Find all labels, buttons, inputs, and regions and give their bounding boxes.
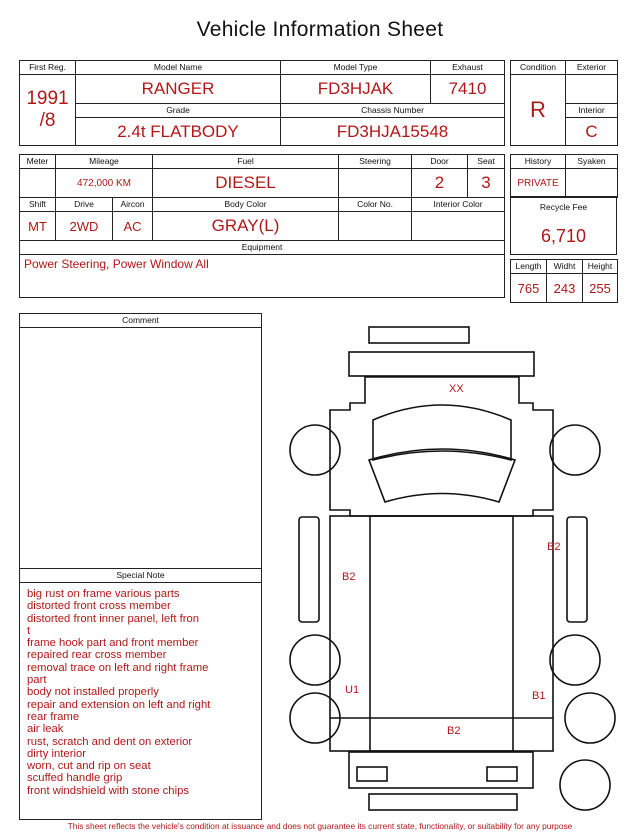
special-note-item: part (27, 674, 47, 687)
steering-value (339, 169, 412, 198)
front-bumper (349, 352, 534, 376)
special-note-item: rust, scratch and dent on exterior (27, 735, 193, 748)
door-label: Door (412, 155, 468, 169)
equipment-label: Equipment (20, 241, 505, 255)
rear-left-wheel-inner (290, 635, 340, 685)
grade-value: 2.4t FLATBODY (76, 118, 281, 146)
mileage-value: 472,000 KM (56, 169, 153, 198)
aircon-label: Aircon (113, 198, 153, 212)
length-label: Length (511, 260, 547, 274)
special-note-item: distorted front inner panel, left fron (27, 612, 200, 625)
special-note-item: removal trace on left and right frame (27, 661, 209, 674)
rear-right-spare (560, 760, 610, 810)
comment-box (19, 313, 262, 820)
right-mirror (567, 517, 587, 622)
special-note-item: frame hook part and front member (27, 637, 199, 650)
length-value: 765 (511, 274, 547, 303)
model-type-value: FD3HJAK (281, 75, 431, 104)
special-note-list (27, 588, 210, 797)
dimensions-table (510, 259, 618, 303)
mark-rear: B2 (447, 725, 461, 737)
interior-label: Interior (566, 104, 618, 118)
special-note-item: distorted front cross member (27, 600, 171, 613)
model-type-label: Model Type (281, 61, 431, 75)
front-right-wheel (550, 425, 600, 475)
special-note-item: body not installed properly (27, 686, 159, 699)
fuel-label: Fuel (153, 155, 339, 169)
interior-color-label: Interior Color (412, 198, 505, 212)
special-note-item: front windshield with stone chips (27, 784, 190, 797)
recycle-fee-value: 6,710 (540, 226, 587, 246)
history-label: History (511, 155, 566, 169)
door-value: 2 (412, 169, 468, 198)
history-value: PRIVATE (511, 169, 566, 198)
fuel-value: DIESEL (153, 169, 339, 198)
meter-value (20, 169, 56, 198)
width-value: 243 (547, 274, 583, 303)
first-reg-label: First Reg. (20, 61, 76, 75)
first-reg-value (20, 75, 76, 146)
model-name-value: RANGER (76, 75, 281, 104)
shift-label: Shift (20, 198, 56, 212)
rear-right-wheel-outer (565, 693, 615, 743)
height-label: Height (583, 260, 618, 274)
aircon-value: AC (113, 212, 153, 241)
color-no-label: Color No. (339, 198, 412, 212)
mileage-label: Mileage (56, 155, 153, 169)
special-note-item: dirty interior (27, 747, 87, 760)
rear-light-left (357, 767, 387, 781)
special-note-label: Special Note (20, 568, 261, 583)
special-note-item: air leak (27, 723, 64, 736)
mark-left-upper: B2 (342, 571, 356, 583)
chassis-number-value: FD3HJA15548 (281, 118, 505, 146)
cab-outline (330, 377, 553, 516)
height-value: 255 (583, 274, 618, 303)
drive-value: 2WD (56, 212, 113, 241)
flatbed-outer (330, 516, 553, 751)
body-color-label: Body Color (153, 198, 339, 212)
condition-value: R (511, 75, 566, 146)
front-left-wheel (290, 425, 340, 475)
equipment-value: Power Steering, Power Window All (20, 255, 505, 298)
page-title: Vehicle Information Sheet (196, 18, 444, 41)
recycle-fee-label: Recycle Fee (539, 202, 588, 212)
disclaimer-footer: This sheet reflects the vehicle's condition at issuance and does not guarantee its current state, functionality, or suitability for any purpose (67, 821, 573, 831)
exterior-value (566, 75, 618, 104)
syaken-value (566, 169, 618, 198)
meter-label: Meter (20, 155, 56, 169)
basic-info-table (19, 60, 505, 146)
special-note-item: t (27, 624, 31, 637)
chassis-number-label: Chassis Number (281, 104, 505, 118)
special-note-item: big rust on frame various parts (27, 588, 180, 600)
special-note-item: worn, cut and rip on seat (27, 760, 151, 773)
flatbed-inner (370, 516, 513, 751)
windshield (369, 449, 515, 502)
steering-label: Steering (339, 155, 412, 169)
drive-label: Drive (56, 198, 113, 212)
model-name-label: Model Name (76, 61, 281, 75)
history-table (510, 154, 618, 198)
condition-label: Condition (511, 61, 566, 75)
condition-table (510, 60, 618, 146)
mark-right-lower: B1 (532, 690, 546, 702)
hood (373, 405, 511, 460)
rear-bumper (349, 752, 533, 788)
mark-right-upper: B2 (547, 541, 561, 553)
front-bumper-top (369, 327, 469, 343)
left-mirror (299, 517, 319, 622)
syaken-label: Syaken (566, 155, 618, 169)
special-note-item: repair and extension on left and right (27, 698, 211, 711)
exhaust-value: 7410 (431, 75, 505, 104)
special-note-item: scuffed handle grip (27, 772, 123, 785)
interior-value: C (566, 118, 618, 146)
rear-step (369, 794, 517, 810)
exhaust-label: Exhaust (431, 61, 505, 75)
mark-left-lower: U1 (345, 684, 360, 696)
first-reg-year: 1991 (26, 88, 69, 109)
seat-value: 3 (468, 169, 505, 198)
spec-table (19, 154, 505, 298)
exterior-label: Exterior (566, 61, 618, 75)
interior-color-value (412, 212, 505, 241)
mark-front: XX (449, 383, 464, 395)
grade-label: Grade (76, 104, 281, 118)
special-note-item: rear frame (27, 710, 80, 723)
comment-label: Comment (20, 314, 261, 328)
recycle-fee-box (510, 196, 617, 255)
seat-label: Seat (468, 155, 505, 169)
vehicle-damage-diagram (285, 320, 630, 820)
first-reg-month: /8 (39, 110, 56, 131)
shift-value: MT (20, 212, 56, 241)
rear-right-wheel-inner (550, 635, 600, 685)
special-note-item: repaired rear cross member (27, 649, 167, 662)
width-label: Widht (547, 260, 583, 274)
rear-light-right (487, 767, 517, 781)
color-no-value (339, 212, 412, 241)
body-color-value: GRAY(L) (153, 212, 339, 241)
